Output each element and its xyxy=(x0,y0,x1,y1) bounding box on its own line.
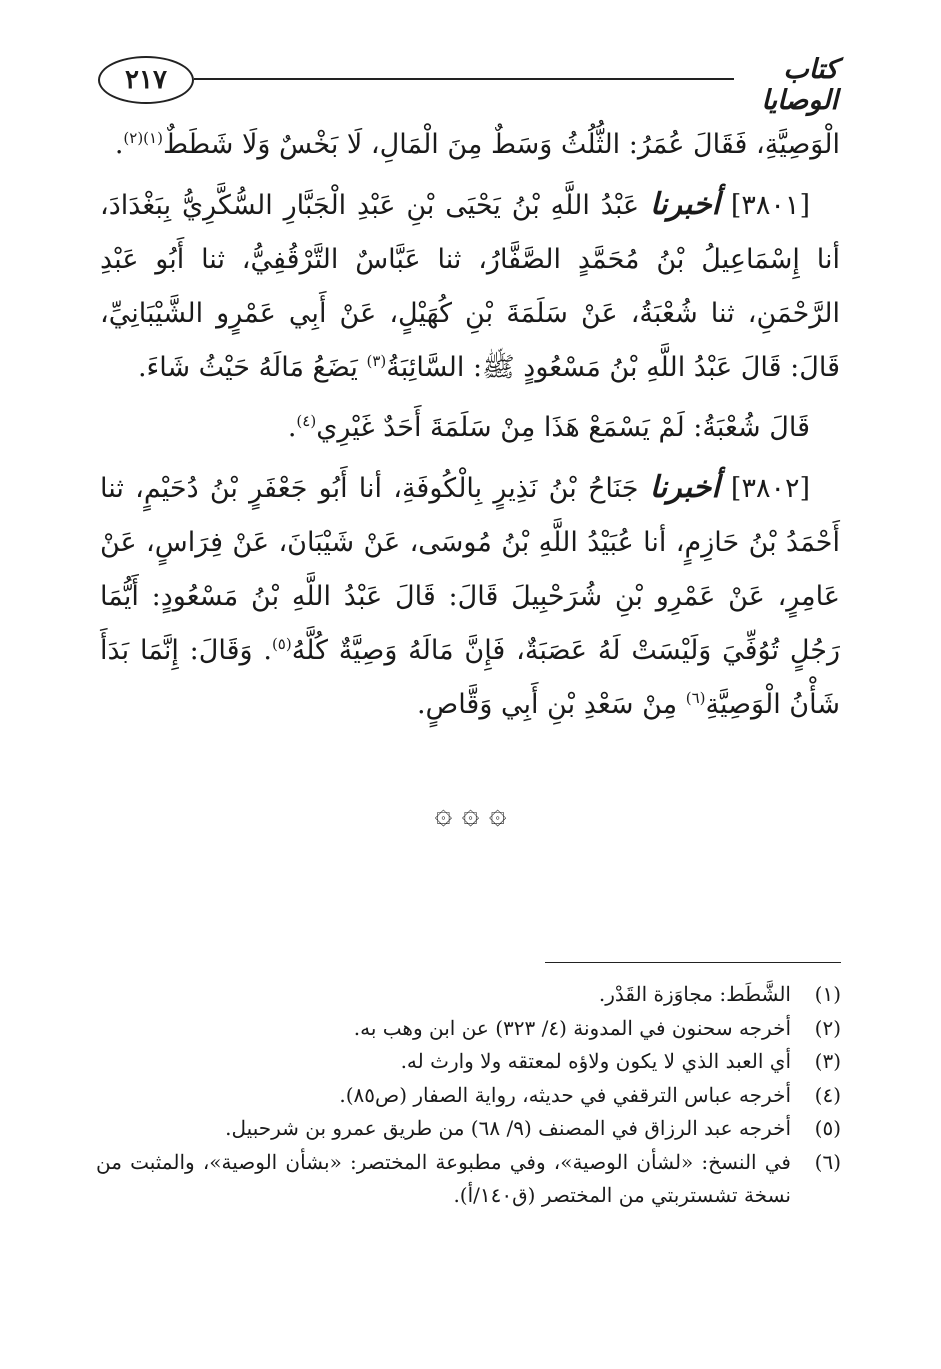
page-header xyxy=(98,50,838,116)
footnote-ref: (٣) xyxy=(366,352,387,370)
footnote-text: الشَّطَط: مجاوَزة القَدْر. xyxy=(598,982,791,1006)
footnote-ref: (٤) xyxy=(296,412,317,430)
footnote-number: (٤) xyxy=(814,1082,841,1107)
footnote-number: (٦) xyxy=(814,1149,841,1174)
footnote-ref: (٦) xyxy=(685,689,706,707)
akhbarana-word: أخبرنا xyxy=(650,187,720,222)
footnote-item xyxy=(96,1112,841,1146)
hadith-3801: [٣٨٠١] أخبرنا عَبْدُ اللَّهِ بْنُ يَحْيَى بْنِ عَبْدِ الْجَبَّارِ السُّكَّرِيُّ بِبَغْدَادَ، أنا إِسْمَاعِيلُ بْنُ مُحَمَّدٍ الصَّفَّارُ، ثنا عَبَّاسٌ التَّرْقُفِيُّ، ثنا أَبُو عَبْدِ الرَّحْمَنِ، ثنا شُعْبَةُ، عَنْ سَلَمَةَ بْنِ كُهَيْلٍ، عَنْ أَبِي عَمْرٍو الشَّيْبَانِيِّ، قَالَ: قَالَ عَبْدُ اللَّهِ بْنُ مَسْعُودٍ ﷺ: السَّائِبَةُ$^{(٣)}$ يَضَعُ مَالَهُ حَيْثُ شَاءَ. xyxy=(100,187,840,383)
footnote-item xyxy=(96,1045,841,1079)
footnote-number: (٣) xyxy=(814,1049,841,1073)
footnote-number: (٢) xyxy=(814,1015,841,1040)
footnote-text: أي العبد الذي لا يكون ولاؤه لمعتقه ولا وارث له. xyxy=(400,1049,791,1073)
hadith-number: [٣٨٠١] xyxy=(730,190,810,221)
footnote-item xyxy=(96,978,841,1012)
akhbarana-word: أخبرنا xyxy=(649,470,720,505)
footnote-text: أخرجه سحنون في المدونة (٤/ ٣٢٣) عن ابن وهب به. xyxy=(353,1015,791,1040)
footnote-item xyxy=(96,1146,841,1213)
footnote-rule xyxy=(545,962,841,963)
main-text xyxy=(100,118,840,738)
paragraph-shuba: قَالَ شُعْبَةُ: لَمْ يَسْمَعْ هَذَا مِنْ سَلَمَةَ أَحَدٌ غَيْرِي$^{(٤)}$. xyxy=(287,412,810,443)
book-title: كتاب الوصايا xyxy=(761,54,838,116)
page-number: ٢١٧ xyxy=(98,56,194,104)
footnote-number: (٥) xyxy=(814,1116,841,1140)
ornament-divider: ۞ ۞ ۞ xyxy=(434,796,507,831)
footnote-text: في النسخ: «لشأن الوصية»، وفي مطبوعة المختصر: «بشأن الوصية»، والمثبت من نسخة تشستربتي من المختصر (ق١٤٠/أ). xyxy=(96,1149,791,1207)
header-rule xyxy=(194,78,734,80)
footnote-number: (١) xyxy=(814,982,841,1006)
footnote-text: أخرجه عبد الرزاق في المصنف (٩/ ٦٨) من طريق عمرو بن شرحبيل. xyxy=(225,1116,791,1140)
footnote-item xyxy=(96,1012,841,1046)
footnote-ref: (١)(٢) xyxy=(123,129,163,147)
footnote-item xyxy=(96,1079,841,1113)
hadith-number: [٣٨٠٢] xyxy=(730,473,810,504)
paragraph-1: الْوَصِيَّةِ، فَقَالَ عُمَرُ: الثُّلُثُ وَسَطٌ مِنَ الْمَالِ، لَا بَخْسٌ وَلَا شَطَطٌ$^{(١)(٢)}$. xyxy=(114,129,840,160)
footnote-ref: (٥) xyxy=(271,635,292,653)
footnotes xyxy=(96,978,841,1213)
hadith-3802: [٣٨٠٢] أخبرنا جَنَاحُ بْنُ نَذِيرٍ بِالْكُوفَةِ، أنا أَبُو جَعْفَرٍ بْنُ دُحَيْمٍ، ثنا أَحْمَدُ بْنُ حَازِمٍ، أنا عُبَيْدُ اللَّهِ بْنُ مُوسَى، عَنْ شَيْبَانَ، عَنْ فِرَاسٍ، عَنْ عَامِرٍ، عَنْ عَمْرِو بْنِ شُرَحْبِيلَ قَالَ: قَالَ عَبْدُ اللَّهِ بْنُ مَسْعُودٍ: أَيُّمَا رَجُلٍ تُوُفِّيَ وَلَيْسَتْ لَهُ عَصَبَةٌ، فَإِنَّ مَالَهُ وَصِيَّةٌ كُلَّهُ$^{(٥)}$. وَقَالَ: إِنَّمَا بَدَأَ شَأْنُ الْوَصِيَّةِ$^{(٦)}$ مِنْ سَعْدِ بْنِ أَبِي وَقَّاصٍ. xyxy=(100,470,840,720)
footnote-text: أخرجه عباس الترقفي في حديثه، رواية الصفار (ص٨٥). xyxy=(339,1082,791,1107)
